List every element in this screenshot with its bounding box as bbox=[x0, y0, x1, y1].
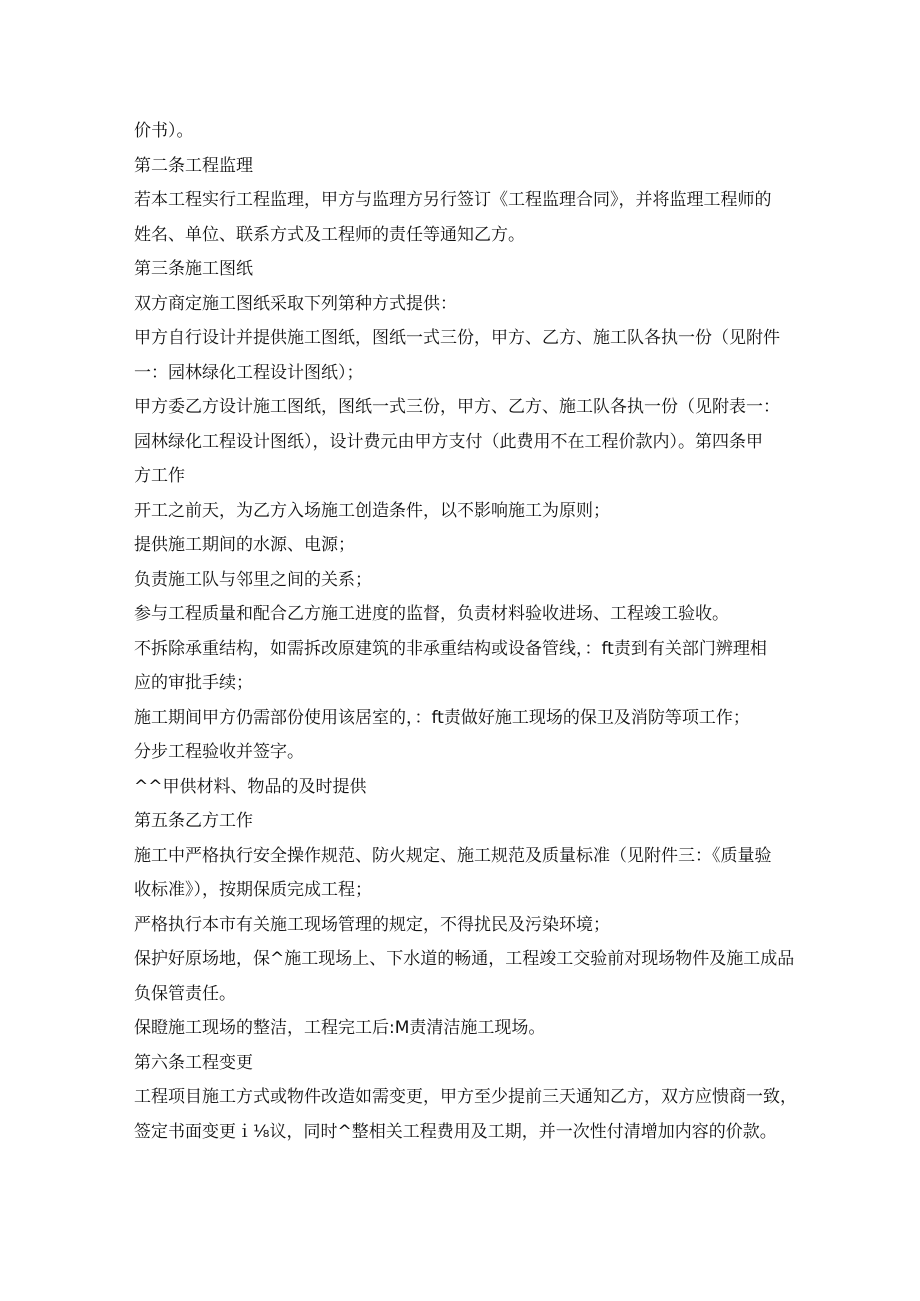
text-line: 提供施工期间的水源、电源； bbox=[134, 535, 355, 555]
text-line: 开工之前天，为乙方入场施工创造条件，以不影响施工为原则； bbox=[134, 500, 610, 521]
article-3-option-2 bbox=[134, 390, 794, 494]
section-heading: 第三条施工图纸 bbox=[134, 259, 253, 279]
section-heading: 第六条工程变更 bbox=[134, 1052, 253, 1073]
article-4-item-3 bbox=[134, 563, 794, 598]
section-heading: 第二条工程监理 bbox=[134, 155, 253, 176]
paragraph-price-book-end bbox=[134, 114, 794, 149]
text-line: 园林绿化工程设计图纸），设计费元由甲方支付（此费用不在工程价款内）。第四条甲 bbox=[134, 431, 763, 452]
article-5-item-1 bbox=[134, 839, 794, 908]
article-4-item-1 bbox=[134, 494, 794, 529]
article-5-item-4 bbox=[134, 1011, 794, 1046]
article-6-heading bbox=[134, 1046, 794, 1081]
text-line: 施工期间甲方仍需部份使用该居室的，：ft责做好施工现场的保卫及消防等项工作； bbox=[134, 707, 750, 728]
article-6-body bbox=[134, 1080, 797, 1149]
text-line: 分步工程验收并签字。 bbox=[134, 742, 304, 762]
text-line: ^^甲供材料、物品的及时提供 bbox=[134, 776, 367, 797]
text-line: 一：园林绿化工程设计图纸）； bbox=[134, 362, 364, 383]
text-line: 方工作 bbox=[134, 466, 185, 486]
article-4-item-4 bbox=[134, 597, 794, 632]
text-line: 不拆除承重结构，如需拆改原建筑的非承重结构或设备管线，：ft责到有关部门辨理相 bbox=[134, 638, 767, 659]
text-line: 负保管责任。 bbox=[134, 983, 236, 1004]
article-2-heading bbox=[134, 149, 794, 184]
article-5-heading bbox=[134, 804, 794, 839]
text-line: 姓名、单位、联系方式及工程师的责任等通知乙方。 bbox=[134, 224, 525, 245]
text-line: 施工中严格执行安全操作规范、防火规定、施工规范及质量标准（见附件三：《质量验 bbox=[134, 845, 772, 866]
text-line: 收标准》），按期保质完成工程； bbox=[134, 880, 372, 900]
text-line: 参与工程质量和配合乙方施工进度的监督，负责材料验收进场、工程竣工验收。 bbox=[134, 604, 729, 624]
text-line: 甲方委乙方设计施工图纸，图纸一式三份，甲方、乙方、施工队各执一份（见附表一： bbox=[134, 397, 780, 417]
section-heading: 第五条乙方工作 bbox=[134, 811, 253, 831]
text-line: 甲方自行设计并提供施工图纸，图纸一式三份，甲方、乙方、施工队各执一份（见附件 bbox=[134, 328, 780, 348]
article-3-intro bbox=[134, 287, 794, 322]
document-body bbox=[134, 114, 797, 1149]
text-line: 严格执行本市有关施工现场管理的规定，不得扰民及污染环境； bbox=[134, 914, 610, 935]
article-2-body bbox=[134, 183, 794, 252]
text-line: 保瞪施工现场的整洁，工程完工后:M责清洁施工现场。 bbox=[134, 1018, 546, 1038]
text-line: 若本工程实行工程监理，甲方与监理方另行签订《工程监理合同》，并将监理工程师的 bbox=[134, 190, 772, 210]
article-4-item-5 bbox=[134, 632, 794, 701]
text-line: 双方商定施工图纸采取下列第种方式提供： bbox=[134, 293, 457, 314]
text-line: 负责施工队与邻里之间的关系； bbox=[134, 569, 372, 590]
text-line: 保护好原场地，保^施工现场上、下水道的畅通，工程竣工交验前对现场物件及施工成品 bbox=[134, 949, 795, 969]
article-4-item-6 bbox=[134, 701, 794, 736]
article-4-item-8 bbox=[134, 770, 794, 805]
text-line: 应的审批手续； bbox=[134, 673, 253, 693]
article-3-option-1 bbox=[134, 321, 794, 390]
article-4-item-2 bbox=[134, 528, 794, 563]
article-4-item-7 bbox=[134, 735, 794, 770]
article-3-heading bbox=[134, 252, 794, 287]
article-5-item-3 bbox=[134, 942, 794, 1011]
article-5-item-2 bbox=[134, 908, 794, 943]
text-line: 工程项目施工方式或物件改造如需变更，甲方至少提前三天通知乙方，双方应愦商一致， bbox=[134, 1087, 797, 1107]
text-line: 价书）。 bbox=[134, 121, 194, 141]
text-line: 签定书面变更ｉ⅛议，同时^整相关工程费用及工期，并一次性付清增加内容的价款。 bbox=[134, 1121, 777, 1142]
